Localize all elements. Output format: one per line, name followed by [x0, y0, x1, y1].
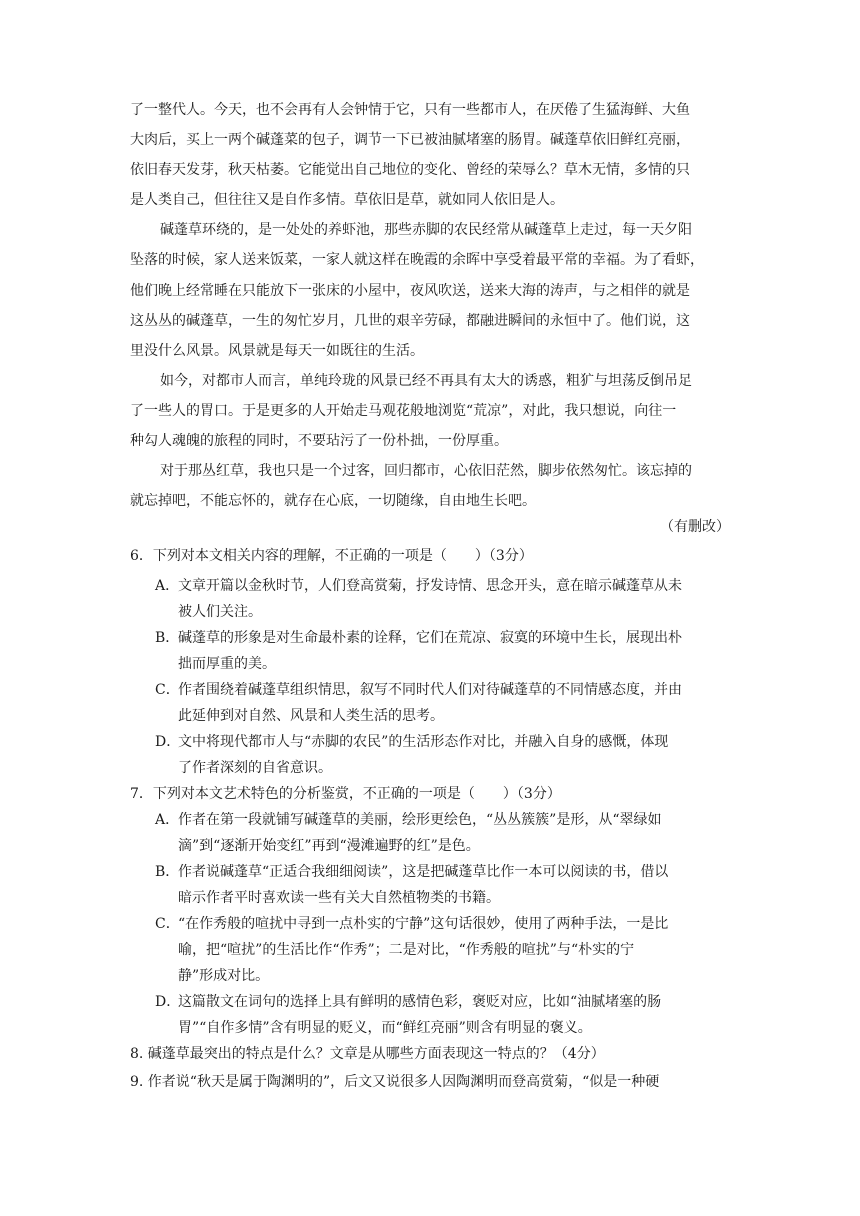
option-text: 作者围绕着碱蓬草组织情思，叙写不同时代人们对待碱蓬草的不同情感态度，并由	[178, 682, 682, 698]
option-label: C．	[155, 916, 180, 932]
passage-line: 碱蓬草环绕的，是一处处的养虾池，那些赤脚的农民经常从碱蓬草上走过，每一天夕阳	[160, 222, 692, 238]
option-text: 暗示作者平时喜欢读一些有关大自然植物类的书籍。	[178, 890, 500, 906]
passage-line: 是人类自己，但往往又是自作多情。草依旧是草，就如同人依旧是人。	[130, 192, 564, 208]
option-label: B．	[155, 864, 180, 880]
passage-line: 了一些人的胃口。于是更多的人开始走马观花般地浏览“荒凉”，对此，我只想说，向往一	[130, 403, 677, 419]
option-text: 拙而厚重的美。	[178, 656, 276, 672]
passage-line: 就忘掉吧，不能忘怀的，就存在心底，一切随缘，自由地生长吧。	[130, 493, 536, 509]
option-text: 碱蓬草的形象是对生命最朴素的诠释，它们在荒凉、寂寞的环境中生长，展现出朴	[178, 630, 682, 646]
option-text: 作者说碱蓬草“正适合我细细阅读”，这是把碱蓬草比作一本可以阅读的书，借以	[178, 864, 669, 880]
passage-line: 了一整代人。今天，也不会再有人会钟情于它，只有一些都市人，在厌倦了生猛海鲜、大鱼	[130, 102, 690, 118]
passage-line: 对于那丛红草，我也只是一个过客，回归都市，心依旧茫然，脚步依然匆忙。该忘掉的	[160, 463, 692, 479]
option-text: 胃”“自作多情”含有明显的贬义，而“鲜红亮丽”则含有明显的褒义。	[178, 1020, 592, 1036]
question-stem: 7．下列对本文艺术特色的分析鉴赏，不正确的一项是（ ）（3分）	[130, 786, 561, 802]
option-label: B．	[155, 630, 180, 646]
option-text: “在作秀般的喧扰中寻到一点朴实的宁静”这句话很妙，使用了两种手法，一是比	[178, 916, 669, 932]
option-text: 喻，把“喧扰”的生活比作“作秀”；二是对比，“作秀般的喧扰”与“朴实的宁	[178, 942, 635, 958]
question-stem: 9. 作者说“秋天是属于陶渊明的”，后文又说很多人因陶渊明而登高赏菊，“似是一种硬	[130, 1074, 660, 1090]
option-label: A．	[155, 812, 180, 828]
option-text: 静”形成对比。	[178, 968, 270, 984]
option-text: 了作者深刻的自省意识。	[178, 760, 332, 776]
question-stem: 6．下列对本文相关内容的理解，不正确的一项是（ ）（3分）	[130, 548, 533, 564]
source-note: （有删改）	[660, 519, 730, 535]
passage-line: 依旧春天发芽，秋天枯萎。它能觉出自己地位的变化、曾经的荣辱么？草木无情，多情的只	[130, 162, 690, 178]
option-text: 这篇散文在词句的选择上具有鲜明的感情色彩，褒贬对应，比如“油腻堵塞的肠	[178, 994, 662, 1010]
option-text: 作者在第一段就铺写碱蓬草的美丽，绘形更绘色，“丛丛簇簇”是形，从“翠绿如	[178, 812, 662, 828]
option-text: 文章开篇以金秋时节，人们登高赏菊，抒发诗情、思念开头，意在暗示碱蓬草从未	[178, 578, 682, 594]
passage-line: 大肉后，买上一两个碱蓬菜的包子，调节一下已被油腻堵塞的肠胃。碱蓬草依旧鲜红亮丽，	[130, 132, 690, 148]
passage-line: 他们晚上经常睡在只能放下一张床的小屋中，夜风吹送，送来大海的涛声，与之相伴的就是	[130, 283, 690, 299]
passage-line: 如今，对都市人而言，单纯玲珑的风景已经不再具有太大的诱惑，粗犷与坦荡反倒吊足	[160, 373, 692, 389]
passage-line: 这丛丛的碱蓬草，一生的匆忙岁月，几世的艰辛劳碌，都融进瞬间的永恒中了。他们说，这	[130, 313, 690, 329]
option-text: 被人们关注。	[178, 604, 262, 620]
option-text: 滴”到“逐渐开始变红”再到“漫滩遍野的红”是色。	[178, 838, 480, 854]
option-label: A．	[155, 578, 180, 594]
passage-line: 坠落的时候，家人送来饭菜，一家人就这样在晚霞的余晖中享受着最平常的幸福。为了看虾，	[130, 252, 704, 268]
option-label: C．	[155, 682, 180, 698]
passage-line: 种勾人魂魄的旅程的同时，不要玷污了一份朴拙，一份厚重。	[130, 433, 508, 449]
option-text: 此延伸到对自然、风景和人类生活的思考。	[178, 708, 444, 724]
option-label: D．	[155, 734, 181, 750]
question-stem: 8. 碱蓬草最突出的特点是什么？文章是从哪些方面表现这一特点的？（4分）	[130, 1046, 605, 1062]
option-label: D．	[155, 994, 181, 1010]
passage-line: 里没什么风景。风景就是每天一如既往的生活。	[130, 343, 424, 359]
option-text: 文中将现代都市人与“赤脚的农民”的生活形态作对比，并融入自身的感慨，体现	[178, 734, 669, 750]
